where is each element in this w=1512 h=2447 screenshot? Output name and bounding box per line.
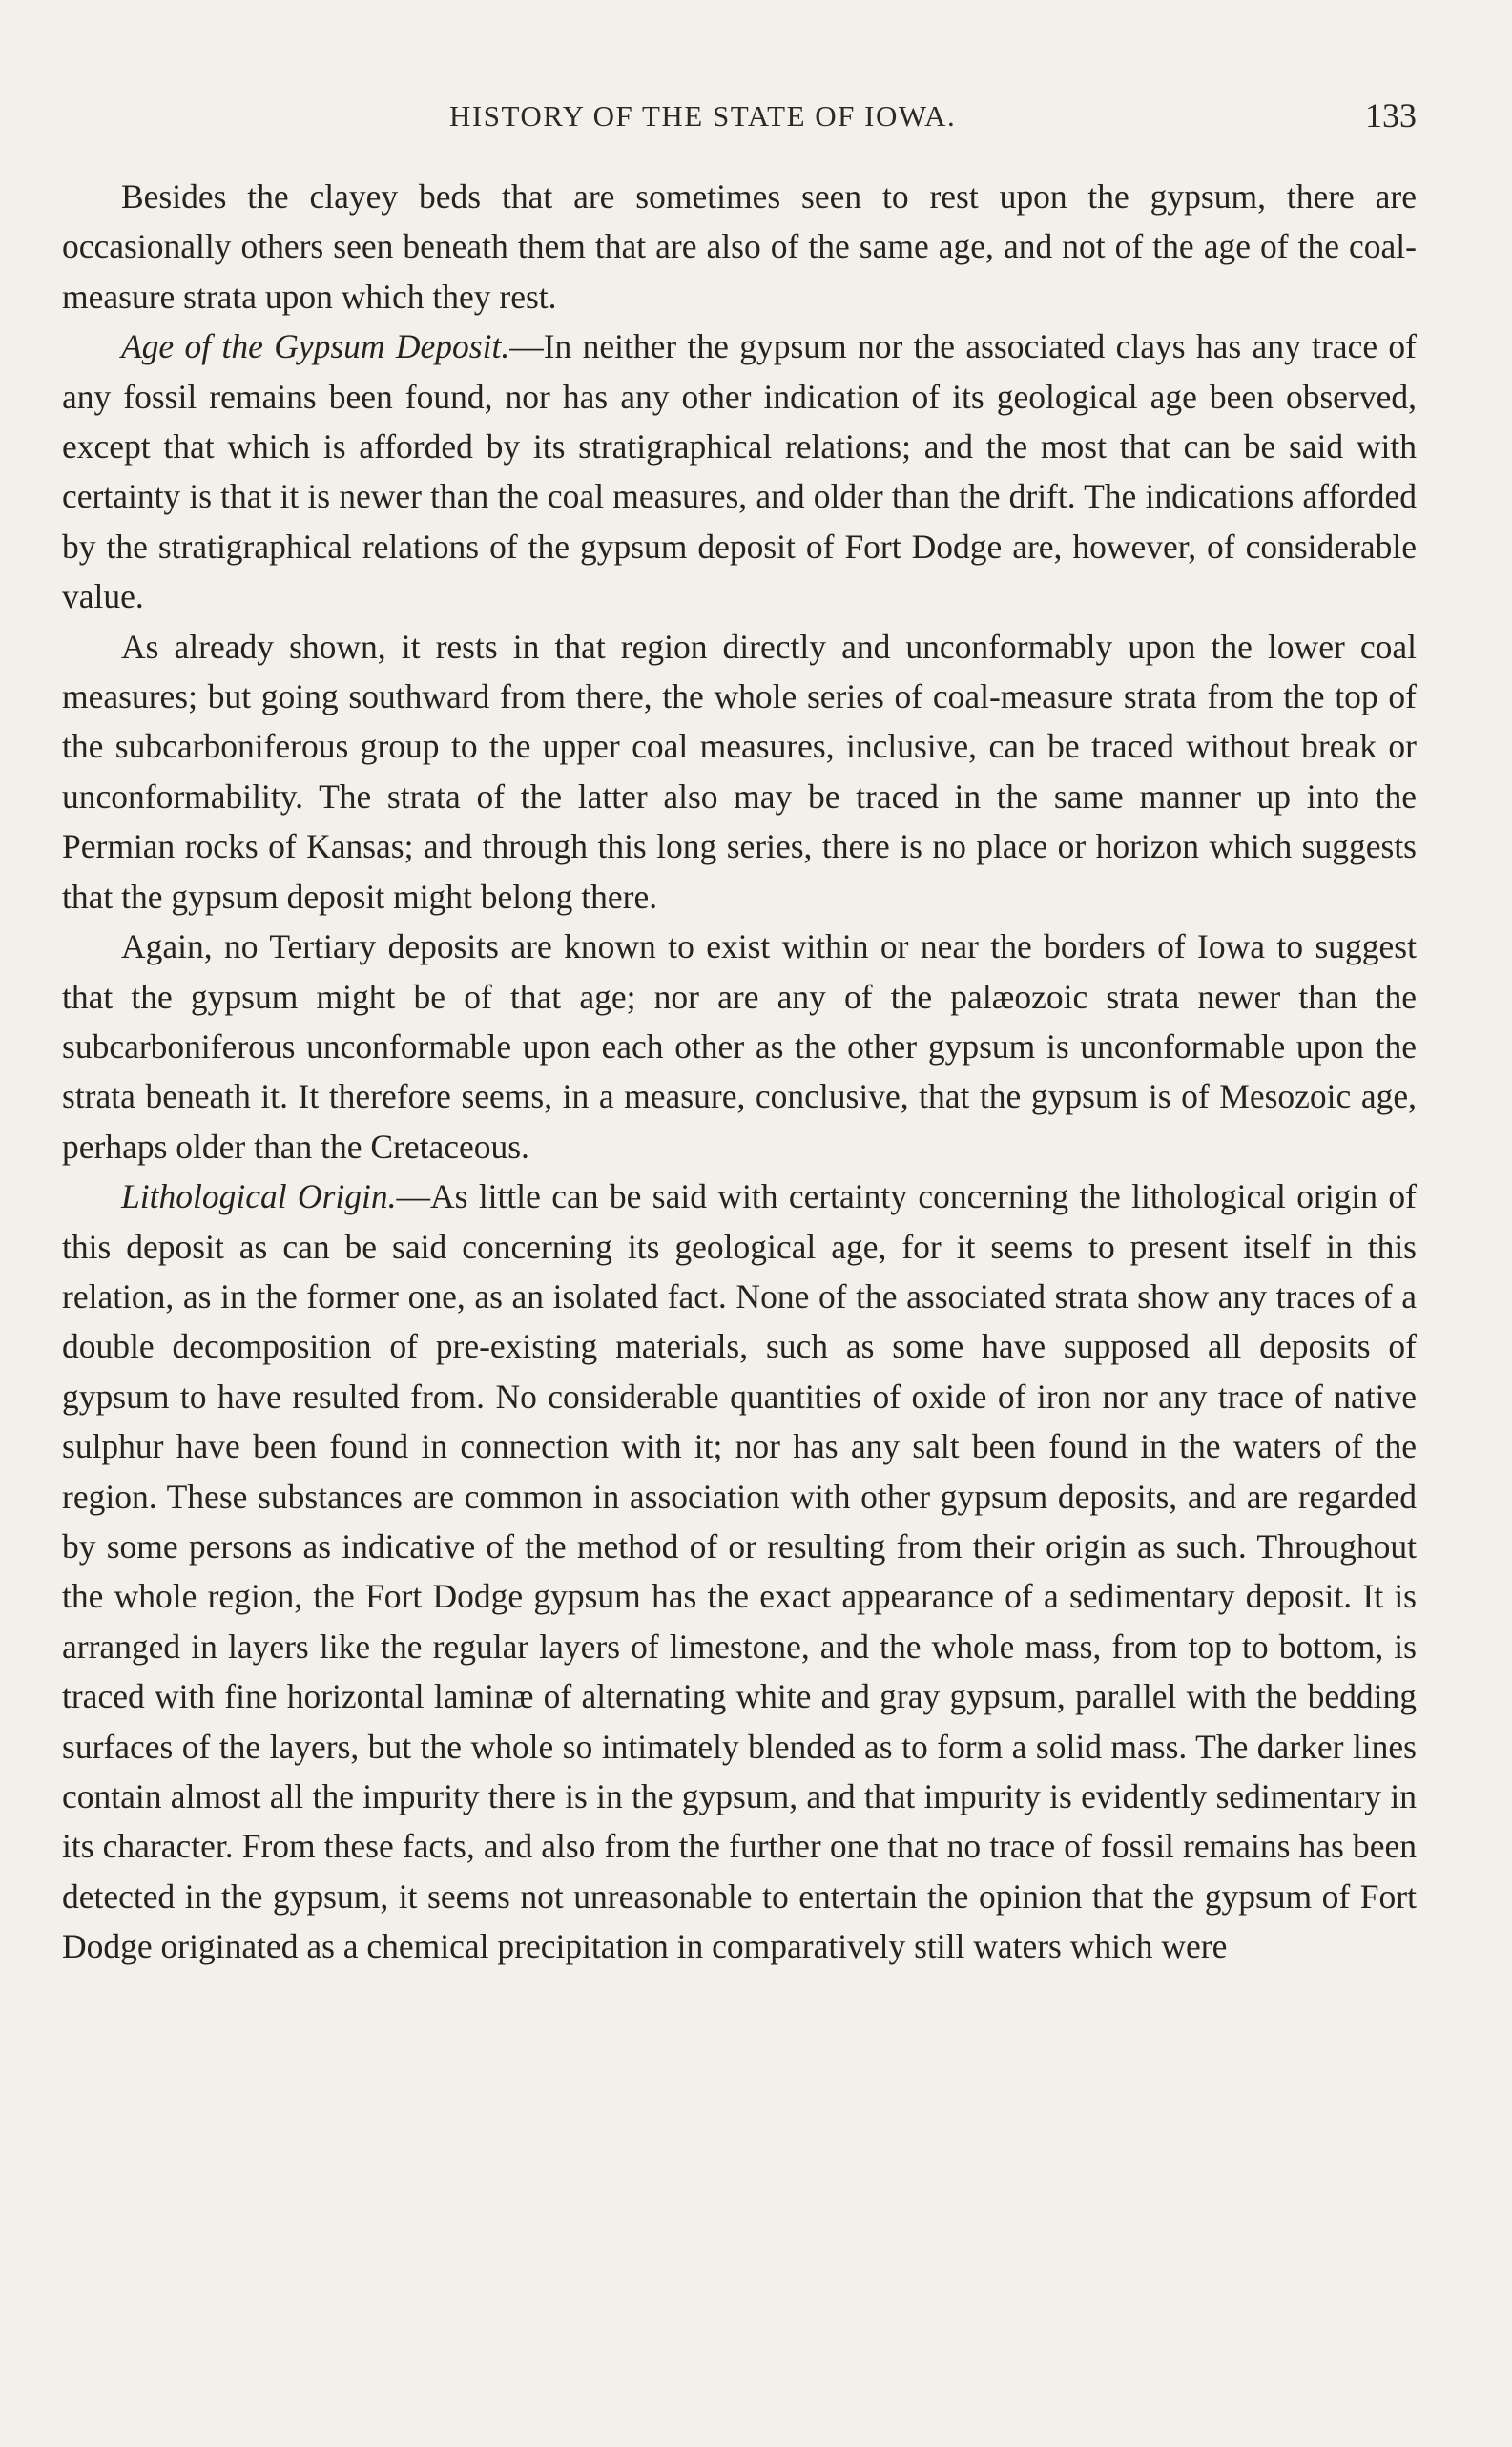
section-heading-lithological-origin: Lithological Origin. (121, 1177, 397, 1216)
page-header (62, 93, 1417, 141)
paragraph-text: —As little can be said with certainty concerning the lithological origin of this deposit as can be said concerning its geological age, for it seems to present itself in this relation, as in the former one, as an isolated fact. None of the associated strata show any traces of a double decomposition of pre-existing materials, such as some have supposed all deposits of gypsum to have resulted from. No considerable quantities of oxide of iron nor any trace of native sulphur have been found in connection with it; nor has any salt been found in the waters of the region. These substances are common in association with other gypsum deposits, and are regarded by some persons as indicative of the method of or resulting from their origin as such. Throughout the whole region, the Fort Dodge gypsum has the exact appearance of a sedimentary deposit. It is arranged in layers like the regular layers of limestone, and the whole mass, from top to bottom, is traced with fine horizontal laminæ of alternating white and gray gypsum, parallel with the bedding surfaces of the layers, but the whole so intimately blended as to form a solid mass. The darker lines contain almost all the impurity there is in the gypsum, and that impurity is evidently sedimentary in its character. From these facts, and also from the further one that no trace of fossil remains has been detected in the gypsum, it seems not unreasonable to entertain the opinion that the gypsum of Fort Dodge originated as a chemical precipitation in comparatively still waters which were (62, 1177, 1417, 1966)
section-heading-age-of-gypsum: Age of the Gypsum Deposit. (121, 327, 510, 366)
paragraph-2 (62, 321, 1417, 621)
page-number: 133 (1365, 96, 1417, 135)
paragraph-text: —In neither the gypsum nor the associated clays has any trace of any fossil remains been found, nor has any other indication of its geological age been observed, except that which is afforded by its stratigraphical relations; and the most that can be said with certainty is that it is newer than the coal measures, and older than the drift. The indications afforded by the stratigraphical relations of the gypsum deposit of Fort Dodge are, however, of considerable value. (62, 327, 1417, 616)
paragraph-text: Again, no Tertiary deposits are known to exist within or near the borders of Iowa to suggest that the gypsum might be of that age; nor are any of the palæozoic strata newer than the subcarboniferous unconformable upon each other as the other gypsum is unconformable upon the strata beneath it. It therefore seems, in a measure, conclusive, that the gypsum is of Mesozoic age, perhaps older than the Cretaceous. (62, 927, 1417, 1166)
paragraph-5 (62, 1172, 1417, 1972)
paragraph-1 (62, 172, 1417, 321)
paragraph-3 (62, 622, 1417, 922)
body-text (62, 172, 1417, 1972)
paragraph-4 (62, 922, 1417, 1172)
paragraph-text: Besides the clayey beds that are sometimes seen to rest upon the gypsum, there are occasionally others seen beneath them that are also of the same age, and not of the age of the coal-measure strata upon which they rest. (62, 177, 1417, 316)
paragraph-text: As already shown, it rests in that region directly and unconformably upon the lower coal measures; but going southward from there, the whole series of coal-measure strata from the top of the subcarboniferous group to the upper coal measures, inclusive, can be traced without break or unconformability. The strata of the latter also may be traced in the same manner up into the Permian rocks of Kansas; and through this long series, there is no place or horizon which suggests that the gypsum deposit might belong there. (62, 627, 1417, 916)
running-head: HISTORY OF THE STATE OF IOWA. (449, 99, 957, 133)
